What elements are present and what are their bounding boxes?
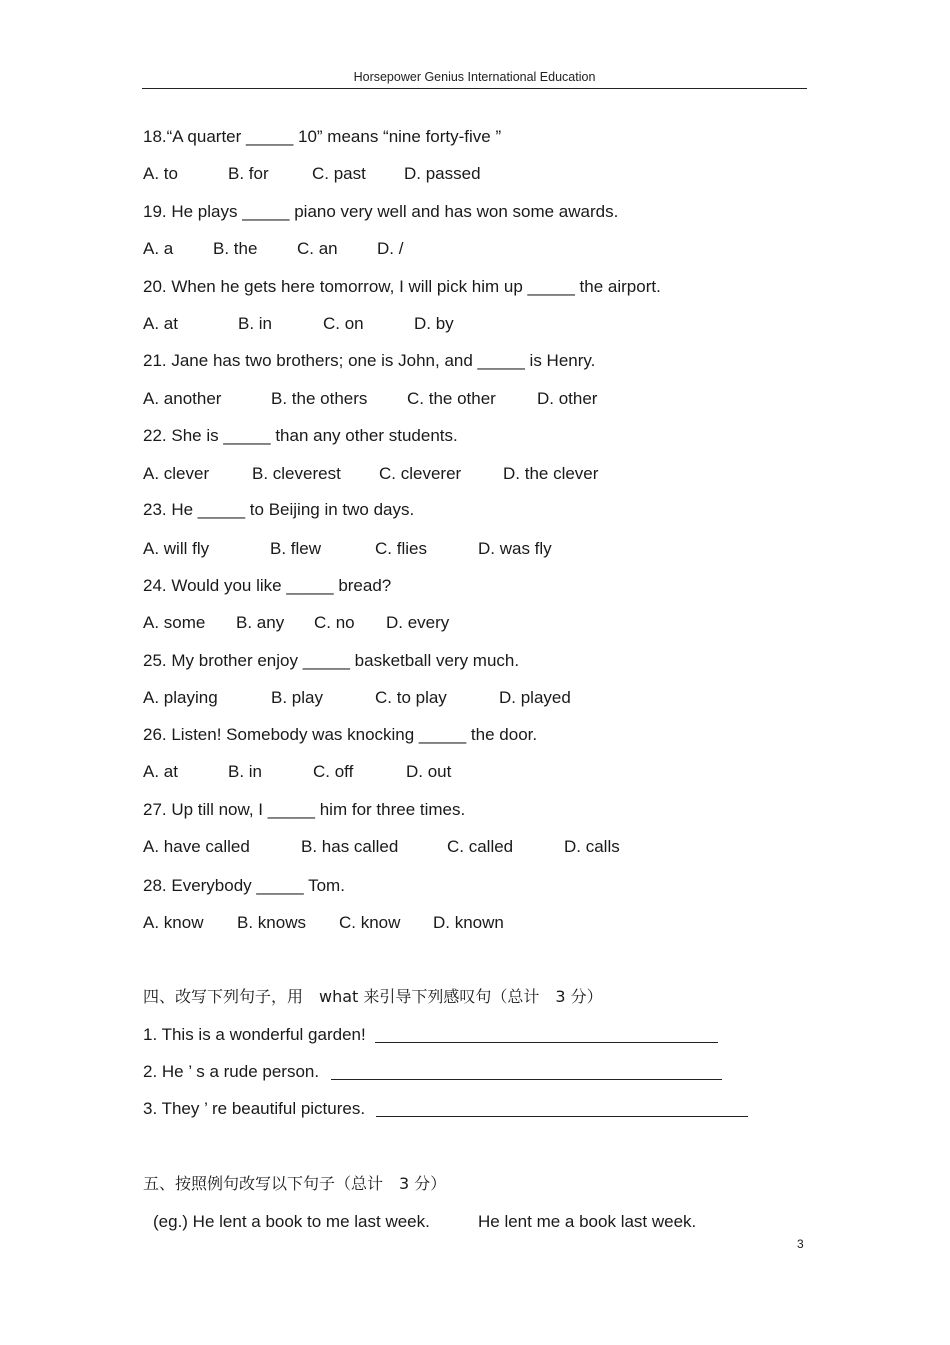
question-stem: 25. My brother enjoy _____ basketball very much. [143,651,520,670]
option: B. any [236,613,285,632]
option: A. know [143,913,204,932]
option: C. past [312,164,366,183]
option: C. an [297,239,338,258]
option: A. another [143,389,222,408]
option: D. / [377,239,404,258]
option: D. by [414,314,454,333]
option: C. no [314,613,355,632]
rewrite-item: 2. He ’ s a rude person. [143,1062,320,1081]
option: D. out [406,762,452,781]
answer-blank [331,1079,722,1080]
option: D. was fly [478,539,552,558]
option: B. flew [270,539,322,558]
section-title: 五、按照例句改写以下句子（总计 3 分） [143,1174,447,1193]
question-stem: 20. When he gets here tomorrow, I will pick him up _____ the airport. [143,277,661,296]
page-number: 3 [797,1237,804,1251]
option: D. every [386,613,450,632]
option: D. played [499,688,571,707]
rewrite-item: 1. This is a wonderful garden! [143,1025,366,1044]
option: A. some [143,613,206,632]
question-stem: 18.“A quarter _____ 10” means “nine forty-five ” [143,127,502,146]
option: C. to play [375,688,447,707]
option: C. off [313,762,354,781]
option: C. on [323,314,364,333]
option: A. to [143,164,178,183]
option: A. at [143,314,178,333]
option: C. called [447,837,514,856]
header-rule [142,88,807,89]
option: B. for [228,164,269,183]
answer-blank [376,1116,748,1117]
option: D. the clever [503,464,599,483]
question-stem: 26. Listen! Somebody was knocking _____ the door. [143,725,538,744]
option: D. other [537,389,598,408]
question-stem: 28. Everybody _____ Tom. [143,876,345,895]
answer-blank [375,1042,718,1043]
option: B. the others [271,389,368,408]
option: B. in [238,314,273,333]
option: D. calls [564,837,620,856]
question-stem: 27. Up till now, I _____ him for three times. [143,800,466,819]
question-stem: 22. She is _____ than any other students. [143,426,458,445]
option: A. playing [143,688,218,707]
option: A. at [143,762,178,781]
option: B. in [228,762,263,781]
option: B. play [271,688,323,707]
option: A. have called [143,837,250,856]
example-original: (eg.) He lent a book to me last week. [153,1212,430,1231]
question-stem: 24. Would you like _____ bread? [143,576,392,595]
rewrite-item: 3. They ’ re beautiful pictures. [143,1099,366,1118]
option: D. known [433,913,504,932]
example-rewritten: He lent me a book last week. [478,1212,697,1231]
section-title: 四、改写下列句子，用 what 来引导下列感叹句（总计 3 分） [143,987,603,1006]
option: B. knows [237,913,306,932]
option: C. flies [375,539,427,558]
option: B. has called [301,837,399,856]
question-stem: 21. Jane has two brothers; one is John, and _____ is Henry. [143,351,596,370]
option: B. the [213,239,258,258]
question-stem: 19. He plays _____ piano very well and has won some awards. [143,202,619,221]
option: C. the other [407,389,496,408]
option: C. cleverer [379,464,462,483]
option: B. cleverest [252,464,341,483]
option: A. clever [143,464,210,483]
option: A. a [143,239,174,258]
page-header: Horsepower Genius International Education [353,70,596,84]
question-stem: 23. He _____ to Beijing in two days. [143,500,415,519]
option: D. passed [404,164,481,183]
option: C. know [339,913,401,932]
option: A. will fly [143,539,210,558]
